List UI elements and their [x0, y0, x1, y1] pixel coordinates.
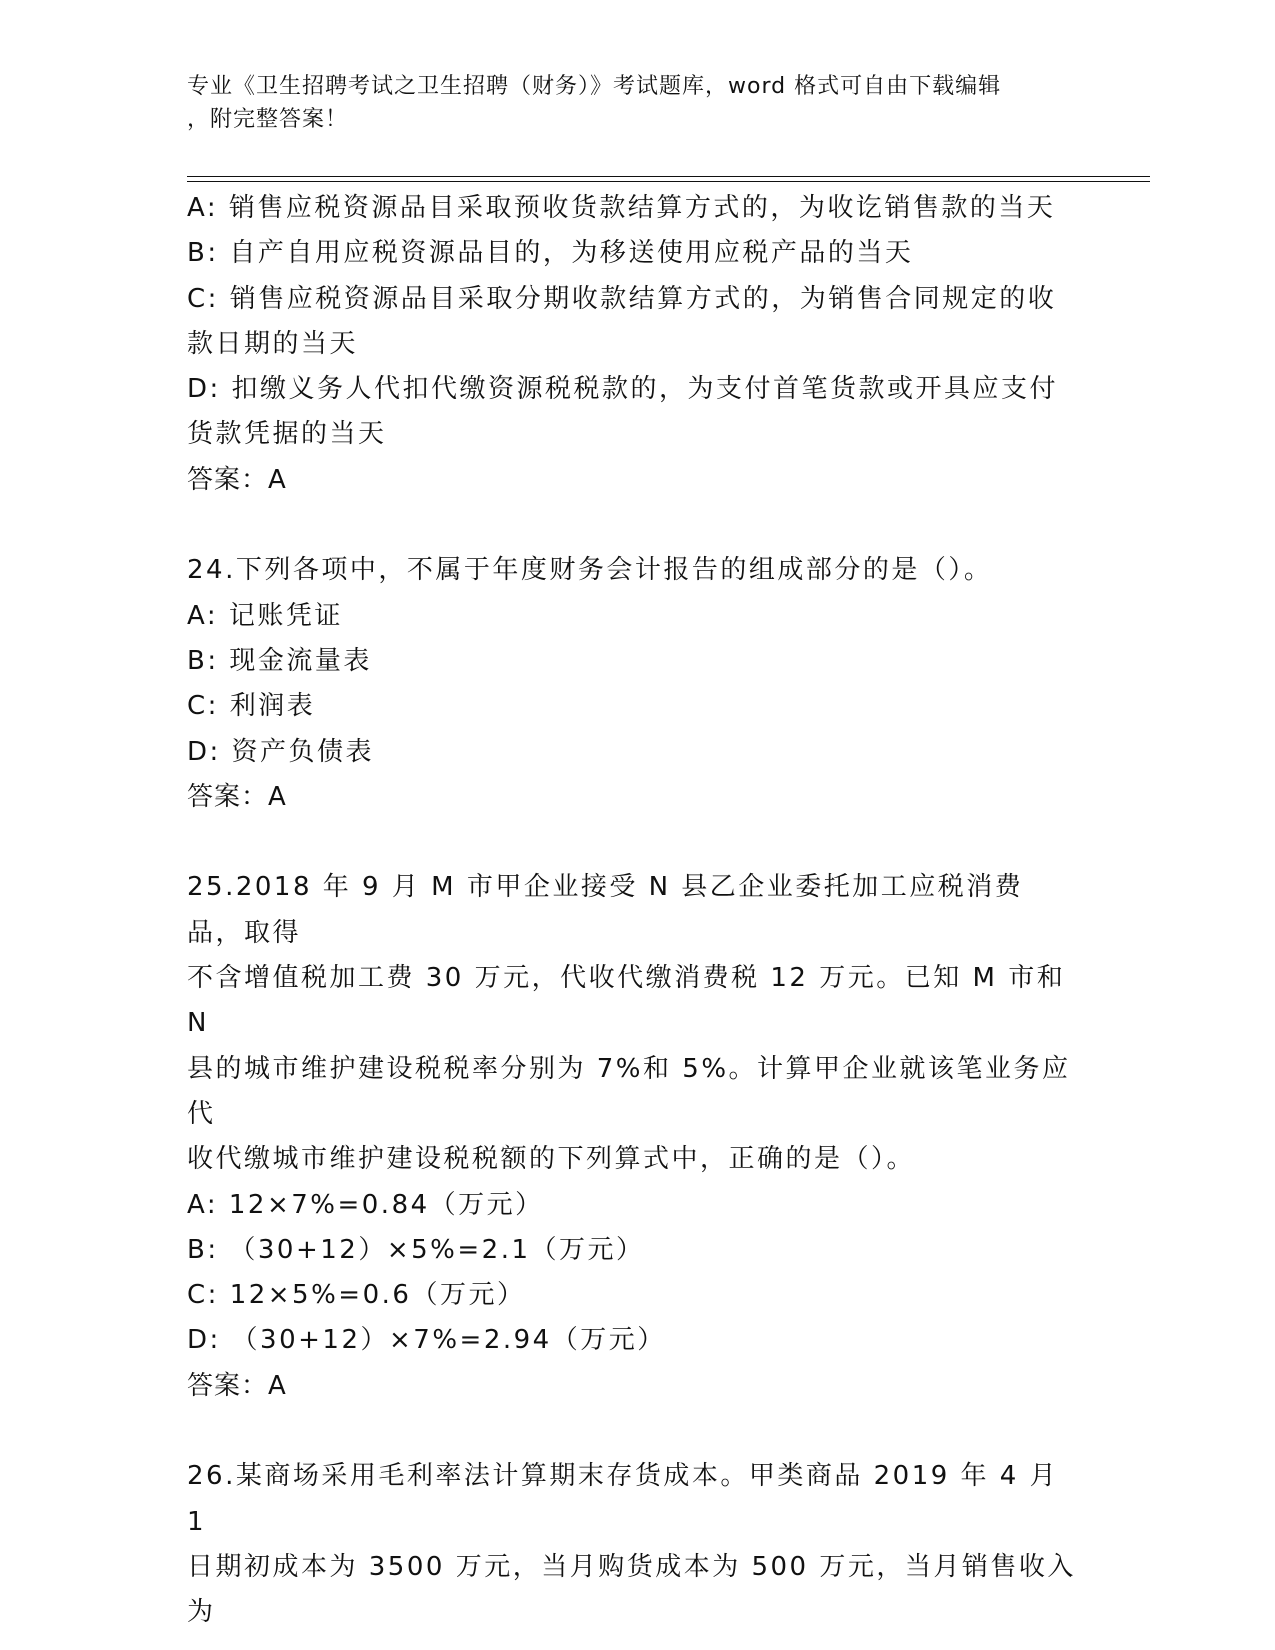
option-c — [187, 277, 1077, 322]
document-header — [187, 70, 1067, 136]
option-label: C: — [187, 283, 219, 314]
header-divider-bottom — [187, 181, 1150, 182]
option-a — [187, 1183, 1077, 1228]
option-b — [187, 639, 1077, 684]
option-label: C: — [187, 1280, 219, 1311]
question-25 — [187, 865, 1077, 1409]
answer: 答案：A — [187, 781, 287, 812]
option-text: 扣缴义务人代扣代缴资源税税款的，为支付首笔货款或开具应支付 — [231, 374, 1059, 405]
option-text: 销售应税资源品目采取分期收款结算方式的，为销售合同规定的收 — [229, 283, 1057, 314]
option-label: D: — [187, 1325, 221, 1356]
option-c — [187, 684, 1077, 729]
question-stem-line: 26.某商场采用毛利率法计算期末存货成本。甲类商品 2019 年 4 月 1 — [187, 1461, 1069, 1537]
option-a — [187, 594, 1077, 639]
option-c — [187, 1273, 1077, 1318]
question-content — [187, 186, 1077, 1636]
option-c-continued: 款日期的当天 — [187, 328, 359, 359]
question-26 — [187, 1454, 1077, 1635]
answer: 答案：A — [187, 464, 287, 495]
option-label: D: — [187, 374, 221, 405]
option-a — [187, 186, 1077, 231]
question-stem-line: 日期初成本为 3500 万元，当月购货成本为 500 万元，当月销售收入为 — [187, 1551, 1076, 1628]
option-label: C: — [187, 691, 219, 722]
option-text: 利润表 — [229, 691, 316, 722]
answer: 答案：A — [187, 1370, 287, 1401]
spacer — [187, 503, 1077, 548]
header-line-1: 专业《卫生招聘考试之卫生招聘（财务）》考试题库，word 格式可自由下载编辑 — [187, 74, 1002, 99]
option-d — [187, 1318, 1077, 1363]
option-label: B: — [187, 1234, 219, 1265]
option-text: 自产自用应税资源品目的，为移送使用应税产品的当天 — [229, 238, 914, 269]
option-text: 记账凭证 — [228, 600, 343, 631]
option-label: B: — [187, 238, 219, 269]
spacer — [187, 1409, 1077, 1454]
option-b — [187, 1228, 1077, 1273]
option-text: 销售应税资源品目采取预收货款结算方式的，为收讫销售款的当天 — [228, 193, 1056, 223]
question-stem: 24.下列各项中，不属于年度财务会计报告的组成部分的是（）。 — [187, 555, 993, 586]
option-label: A: — [187, 600, 219, 631]
option-text: （30+12）×5%=2.1（万元） — [229, 1234, 645, 1265]
spacer — [187, 820, 1077, 865]
prev-question — [187, 186, 1077, 503]
option-label: A: — [187, 193, 219, 223]
option-label: D: — [187, 736, 221, 767]
option-label: B: — [187, 645, 219, 676]
option-d — [187, 730, 1077, 775]
question-24 — [187, 548, 1077, 820]
question-stem-line: 不含增值税加工费 30 万元，代收代缴消费税 12 万元。已知 M 市和 N — [187, 963, 1076, 1039]
option-text: 12×7%=0.84（万元） — [228, 1189, 544, 1220]
question-stem-line: 收代缴城市维护建设税税额的下列算式中，正确的是（）。 — [187, 1144, 916, 1175]
question-stem-line: 县的城市维护建设税税率分别为 7%和 5%。计算甲企业就该笔业务应代 — [187, 1053, 1071, 1129]
option-text: （30+12）×7%=2.94（万元） — [231, 1325, 666, 1356]
option-d-continued: 货款凭据的当天 — [187, 419, 387, 450]
header-divider-top — [187, 176, 1150, 177]
option-b — [187, 231, 1077, 276]
option-d — [187, 367, 1077, 412]
header-line-2: ，附完整答案！ — [187, 107, 349, 132]
option-text: 资产负债表 — [231, 736, 375, 767]
question-stem-line: 25.2018 年 9 月 M 市甲企业接受 N 县乙企业委托加工应税消费品，取得 — [187, 872, 1024, 948]
option-text: 现金流量表 — [229, 645, 372, 676]
option-label: A: — [187, 1189, 219, 1220]
option-text: 12×5%=0.6（万元） — [229, 1280, 526, 1311]
